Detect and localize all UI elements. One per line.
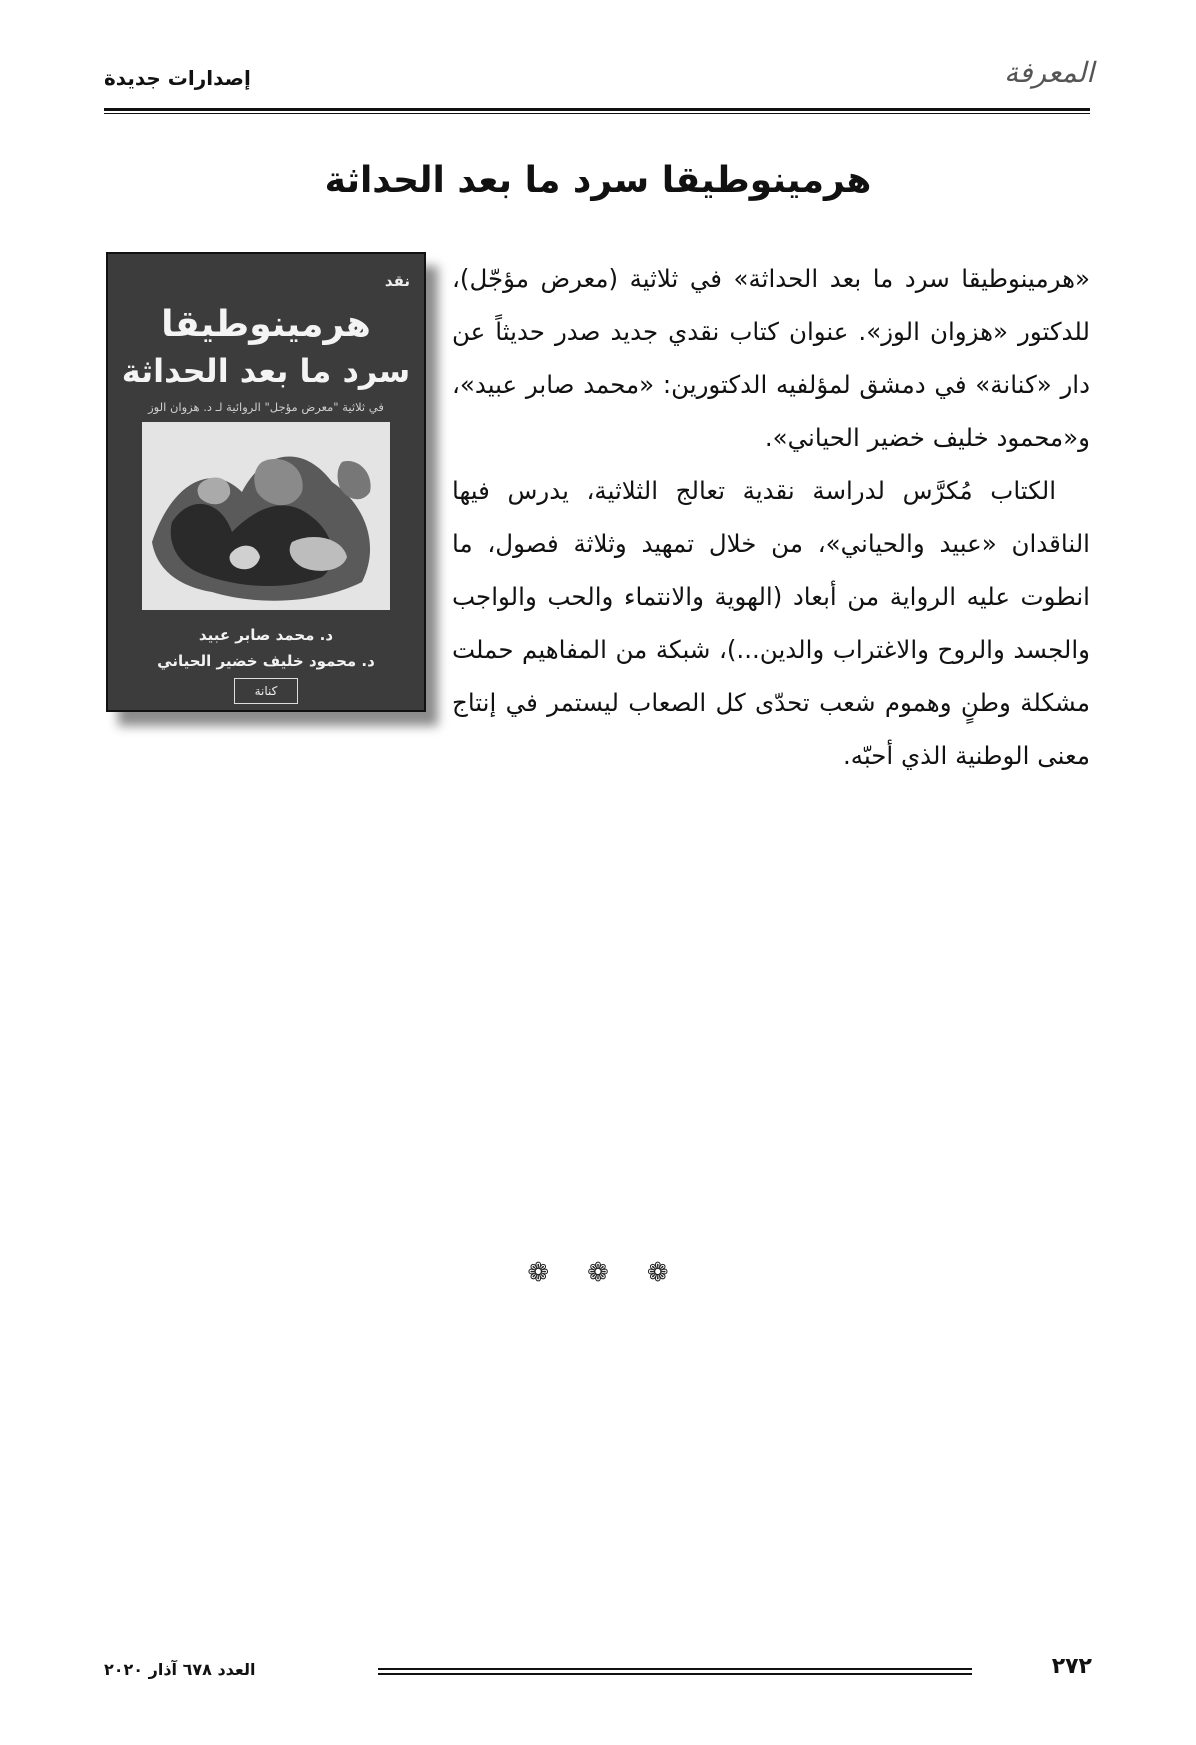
cover-title-line1: هرمينوطيقا [161, 304, 371, 345]
cover-author-2: د. محمود خليف خضير الحياني [157, 652, 375, 670]
cover-subtitle: في ثلاثية "معرض مؤجل" الروائية لـ د. هزوان الوز [148, 400, 384, 414]
header-rule [104, 108, 1090, 114]
paragraph-2: الكتاب مُكرَّس لدراسة نقدية تعالج الثلاثية، يدرس فيها الناقدان «عبيد والحياني»، من خلال تمهيد وثلاثة فصول، ما انطوت عليه الرواية من أبعاد (الهوية والانتماء والحب والواجب والجسد والروح والاغتراب والدين...)، شبكة من المفاهيم حملت مشكلة وطنٍ وهموم شعب تحدّى كل الصعاب ليستمر في إنتاج معنى الوطنية الذي أحبّه. [452, 476, 1090, 770]
cover-publisher-logo: كنانة [234, 678, 298, 704]
cover-tag: نقد [384, 272, 410, 290]
footer-rule [378, 1668, 972, 1675]
magazine-logo: المعرفة [1004, 56, 1094, 89]
footer-issue: العدد ٦٧٨ آذار ٢٠٢٠ [104, 1660, 256, 1679]
section-ornaments: ❁❁❁ [527, 1258, 707, 1288]
page-number: ٢٧٢ [1051, 1654, 1092, 1679]
cover-painting [142, 422, 390, 610]
book-cover-image [106, 252, 426, 712]
article-body [452, 252, 1090, 782]
article-title: هرمينوطيقا سرد ما بعد الحداثة [324, 160, 872, 201]
cover-title-line2: سرد ما بعد الحداثة [121, 352, 411, 390]
paragraph-1: «هرمينوطيقا سرد ما بعد الحداثة» في ثلاثية (معرض مؤجّل)، للدكتور «هزوان الوز». عنوان كتاب نقدي جديد صدر حديثاً عن دار «كنانة» في دمشق لمؤلفيه الدكتورين: «محمد صابر عبيد»، و«محمود خليف خضير الحياني». [452, 264, 1090, 452]
section-header: إصدارات جديدة [104, 66, 251, 90]
cover-author-1: د. محمد صابر عبيد [198, 626, 334, 644]
